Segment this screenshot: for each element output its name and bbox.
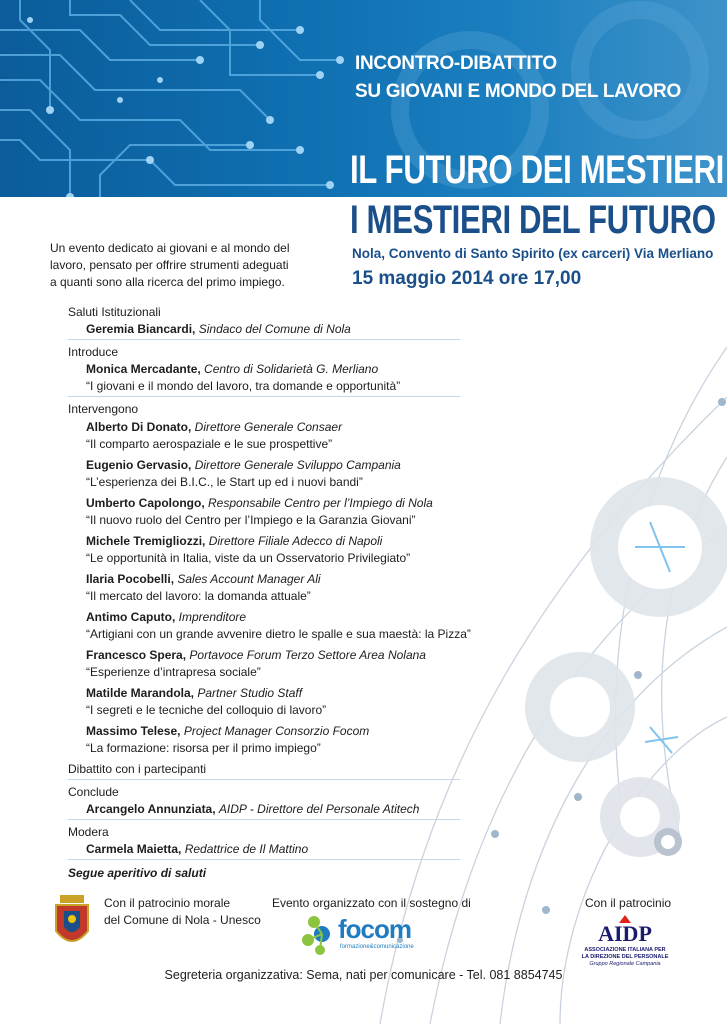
talk-title: “I segreti e le tecniche del colloquio di lavoro” xyxy=(86,703,327,717)
intro-text: Un evento dedicato ai giovani e al mondo del lavoro, pensato per offrire strumenti adeguati a quanti sono alla ricerca del primo impiego. xyxy=(50,241,290,289)
speaker-name: Geremia Biancardi, xyxy=(86,322,196,336)
talk-title: “La formazione: risorsa per il primo impiego” xyxy=(86,741,321,755)
speaker-role: Direttore Filiale Adecco di Napoli xyxy=(208,534,383,548)
speaker-role: Partner Studio Staff xyxy=(197,686,303,700)
speaker-entry xyxy=(68,457,488,491)
speaker-list xyxy=(68,419,488,757)
aidp-logo-text: AIDP xyxy=(598,921,652,946)
speaker-role: Responsabile Centro per l’Impiego di Nola xyxy=(208,496,433,510)
speaker-name: Francesco Spera, xyxy=(86,648,187,662)
speaker-role: Portavoce Forum Terzo Settore Area Nolana xyxy=(189,648,426,662)
event-kicker xyxy=(355,50,681,106)
aidp-sub-line-1: ASSOCIAZIONE ITALIANA PER xyxy=(584,947,666,953)
aidp-logo xyxy=(581,915,669,973)
speaker-name: Eugenio Gervasio, xyxy=(86,458,192,472)
speaker-role: Centro di Solidarietà G. Merliano xyxy=(204,362,379,376)
section-conclude xyxy=(68,784,460,820)
segreteria: Segreteria organizzativa: Sema, nati per comunicare - Tel. 081 8854745 xyxy=(164,968,563,982)
speaker-name: Massimo Telese, xyxy=(86,724,181,738)
aidp-sub xyxy=(579,947,671,968)
aidp-sub-line-2: LA DIREZIONE DEL PERSONALE xyxy=(581,954,669,960)
speaker-role: Direttore Generale Consaer xyxy=(194,420,343,434)
saluti-label: Saluti Istituzionali xyxy=(68,305,161,319)
speaker-role: Imprenditore xyxy=(178,610,247,624)
speaker-entry xyxy=(68,571,488,605)
speaker-entry xyxy=(68,609,488,643)
speaker-name: Arcangelo Annunziata, xyxy=(86,802,216,816)
speaker-name: Alberto Di Donato, xyxy=(86,420,192,434)
patrocinio-morale xyxy=(104,895,261,929)
focom-logo xyxy=(300,912,430,956)
speaker-name: Matilde Marandola, xyxy=(86,686,195,700)
speaker-name: Monica Mercadante, xyxy=(86,362,201,376)
kicker-line-2: SU GIOVANI E MONDO DEL LAVORO xyxy=(355,81,681,102)
talk-title: “Il nuovo ruolo del Centro per l’Impiego e la Garanzia Giovani” xyxy=(86,513,416,527)
kicker-line-1: INCONTRO-DIBATTITO xyxy=(355,53,557,74)
sostegno-label: Evento organizzato con il sostegno di xyxy=(272,896,471,910)
speaker-entry xyxy=(68,533,488,567)
program xyxy=(68,300,488,880)
section-intervengono xyxy=(68,401,460,419)
aidp-sub-line-3: Gruppo Regionale Campania xyxy=(589,961,661,967)
speaker-entry xyxy=(68,685,488,719)
dibattito-label: Dibattito con i partecipanti xyxy=(68,762,207,776)
talk-title: “Le opportunità in Italia, viste da un Osservatorio Privilegiato” xyxy=(86,551,411,565)
focom-molecule-icon xyxy=(300,912,340,956)
speaker-role: Direttore Generale Sviluppo Campania xyxy=(194,458,401,472)
speaker-entry xyxy=(68,723,488,757)
patrocinio-morale-line-1: Con il patrocinio morale xyxy=(104,896,231,910)
speaker-role: Sales Account Manager Ali xyxy=(177,572,321,586)
speaker-name: Umberto Capolongo, xyxy=(86,496,205,510)
closing-note: Segue aperitivo di saluti xyxy=(68,866,207,880)
speaker-role: Redattrice de Il Mattino xyxy=(184,842,309,856)
title-line-1: IL FUTURO DEI MESTIERI xyxy=(350,148,724,192)
event-date: 15 maggio 2014 ore 17,00 xyxy=(352,268,582,289)
talk-title: “L’esperienza dei B.I.C., le Start up ed i nuovi bandi” xyxy=(86,475,363,489)
speaker-name: Antimo Caputo, xyxy=(86,610,176,624)
section-dibattito xyxy=(68,761,460,780)
modera-label: Modera xyxy=(68,825,109,839)
speaker-role: AIDP - Direttore del Personale Atitech xyxy=(218,802,420,816)
talk-title: “Il comparto aerospaziale e le sue prospettive” xyxy=(86,437,333,451)
speaker-role: Sindaco del Comune di Nola xyxy=(198,322,351,336)
speaker-role: Project Manager Consorzio Focom xyxy=(183,724,370,738)
speaker-entry xyxy=(68,419,488,453)
section-modera xyxy=(68,824,460,860)
comune-nola-crest-icon xyxy=(52,893,92,953)
speaker-entry xyxy=(68,495,488,529)
introduce-label: Introduce xyxy=(68,345,119,359)
talk-title: “Il mercato del lavoro: la domanda attuale” xyxy=(86,589,311,603)
title-line-2: I MESTIERI DEL FUTURO xyxy=(350,198,716,242)
patrocinio-label: Con il patrocinio xyxy=(585,896,672,910)
focom-sub: formazione&comunicazione xyxy=(340,944,414,950)
talk-title: “Esperienze d’intrapresa sociale” xyxy=(86,665,261,679)
intervengono-label: Intervengono xyxy=(68,402,139,416)
section-introduce xyxy=(68,344,460,397)
conclude-label: Conclude xyxy=(68,785,119,799)
talk-title: “I giovani e il mondo del lavoro, tra domande e opportunità” xyxy=(86,379,401,393)
patrocinio-morale-line-2: del Comune di Nola - Unesco xyxy=(104,913,261,927)
talk-title: “Artigiani con un grande avvenire dietro le spalle e sua maestà: la Pizza” xyxy=(86,627,471,641)
speaker-name: Carmela Maietta, xyxy=(86,842,182,856)
focom-logo-text: focom xyxy=(338,914,411,944)
speaker-name: Michele Tremigliozzi, xyxy=(86,534,206,548)
venue: Nola, Convento di Santo Spirito (ex carceri) Via Merliano xyxy=(352,246,714,261)
speaker-entry xyxy=(68,647,488,681)
section-saluti xyxy=(68,304,460,340)
speaker-name: Ilaria Pocobelli, xyxy=(86,572,175,586)
